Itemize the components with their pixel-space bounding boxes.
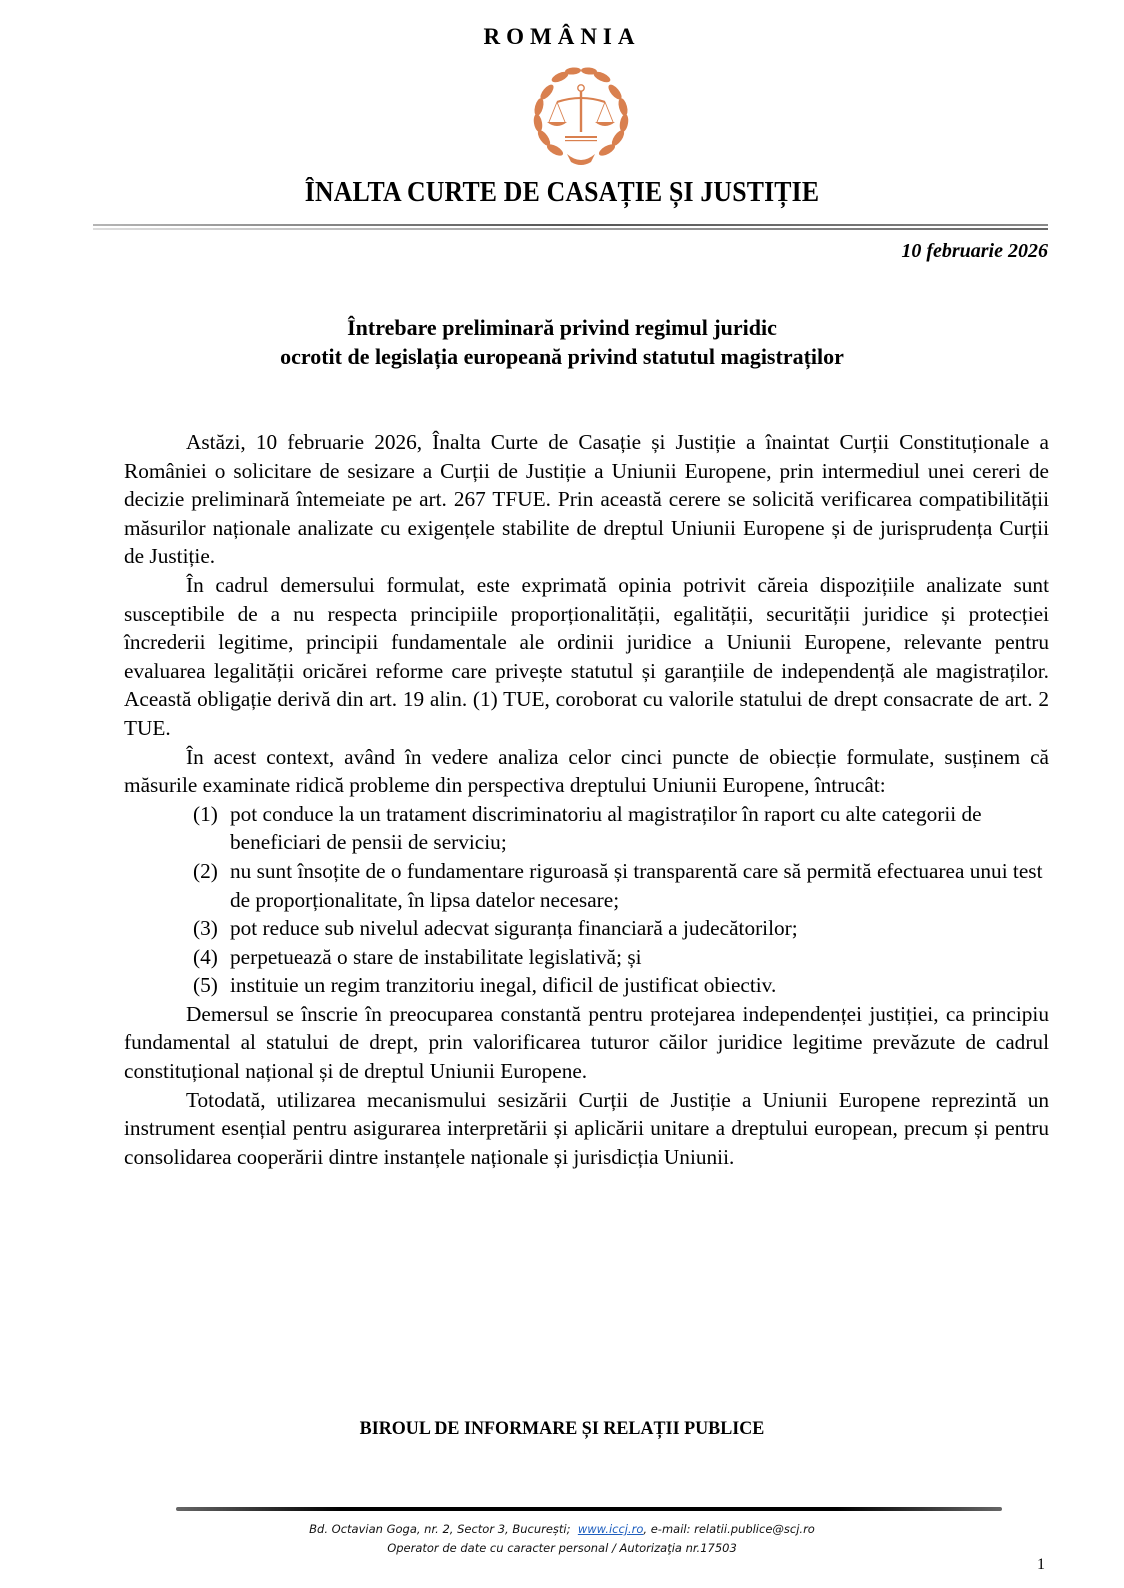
- paragraph-3: În acest context, având în vedere analiza celor cinci puncte de obiecție formulate, susținem că măsurile examinate ridică probleme din perspectiva dreptului Uniunii Europene, întrucât:: [124, 744, 1049, 798]
- list-item-text: pot conduce la un tratament discriminatoriu al magistraților în raport cu alte categorii de beneficiari de pensii de serviciu;: [230, 801, 982, 855]
- country-heading: ROMÂNIA: [483, 24, 641, 49]
- paragraph-1: Astăzi, 10 februarie 2026, Înalta Curte de Casație și Justiție a înaintat Curții Constituționale a României o solicitare de sesizare a Curții de Justiție a Uniunii Europene, prin intermediul unei cereri de decizie preliminară întemeiate pe art. 267 TFUE. Prin această cerere se solicită verificarea compatibilității măsurilor naționale analizate cu exigențele stabilite de dreptul Uniunii Europene și de jurisprudența Curții de Justiție.: [124, 430, 1049, 569]
- page-number: 1: [1037, 1556, 1045, 1573]
- footer-address: Bd. Octavian Goga, nr. 2, Sector 3, București;: [309, 1522, 571, 1536]
- header-divider: [93, 224, 1048, 231]
- document-title: [0, 313, 1124, 371]
- footer: [0, 1520, 1124, 1558]
- list-item-text: perpetuează o stare de instabilitate legislativă; și: [230, 944, 642, 969]
- institution-name: ÎNALTA CURTE DE CASAȚIE ȘI JUSTIȚIE: [304, 177, 820, 208]
- list-item-number: (4): [193, 944, 218, 969]
- list-item: [124, 914, 1049, 943]
- list-item: [124, 857, 1049, 914]
- title-line-1: Întrebare preliminară privind regimul juridic: [347, 315, 777, 340]
- website-link[interactable]: www.iccj.ro: [577, 1522, 644, 1536]
- footer-operator: Operator de date cu caracter personal / Autorizaţia nr.17503: [387, 1541, 737, 1555]
- list-item-number: (2): [193, 858, 218, 883]
- footer-email: , e-mail: relatii.publice@scj.ro: [643, 1522, 815, 1536]
- footer-contact-line: [0, 1520, 1124, 1539]
- paragraph-5: Totodată, utilizarea mecanismului sesizării Curții de Justiție a Uniunii Europene reprezintă un instrument esențial pentru asigurarea interpretării și aplicării unitare a dreptului european, precum și pentru consolidarea cooperării dintre instanțele naționale și jurisdicția Uniunii.: [124, 1087, 1049, 1169]
- list-item-text: pot reduce sub nivelul adecvat siguranța financiară a judecătorilor;: [230, 916, 798, 941]
- list-item-number: (5): [193, 973, 218, 998]
- document-body: [124, 428, 1049, 1171]
- document-date: 10 februarie 2026: [901, 240, 1048, 262]
- signature-office: BIROUL DE INFORMARE ȘI RELAȚII PUBLICE: [359, 1418, 765, 1439]
- list-item: [124, 971, 1049, 1000]
- paragraph-2: În cadrul demersului formulat, este exprimată opinia potrivit căreia dispozițiile analizate sunt susceptibile de a nu respecta principiile proporționalității, egalității, securității juridice și protecției încrederii legitime, principii fundamentale ale ordinii juridice a Uniunii Europene, relevante pentru evaluarea legalității oricărei reforme care privește statutul și garanțiile de independență ale magistraților. Această obligație derivă din art. 19 alin. (1) TUE, coroborat cu valorile statului de drept consacrate de art. 2 TUE.: [124, 572, 1049, 740]
- list-item-text: nu sunt însoțite de o fundamentare riguroasă și transparentă care să permită efectuarea unui test de proporționalitate, în lipsa datelor necesare;: [230, 858, 1043, 912]
- list-item: [124, 943, 1049, 972]
- paragraph-4: Demersul se înscrie în preocuparea constantă pentru protejarea independenței justiției, ca principiu fundamental al statului de drept, prin valorificarea tuturor căilor juridice legitime prevăzute de cadrul constituțional național și de dreptul Uniunii Europene.: [124, 1001, 1049, 1084]
- footer-divider: [176, 1507, 1002, 1511]
- list-item: [124, 800, 1049, 857]
- list-item-text: instituie un regim tranzitoriu inegal, dificil de justificat obiectiv.: [230, 973, 777, 998]
- title-line-2: ocrotit de legislația europeană privind statutul magistraților: [280, 344, 844, 369]
- list-item-number: (1): [193, 801, 218, 826]
- objection-list: [124, 800, 1049, 1000]
- list-item-number: (3): [193, 916, 218, 941]
- scales-of-justice-laurel-wreath-icon: [527, 62, 635, 170]
